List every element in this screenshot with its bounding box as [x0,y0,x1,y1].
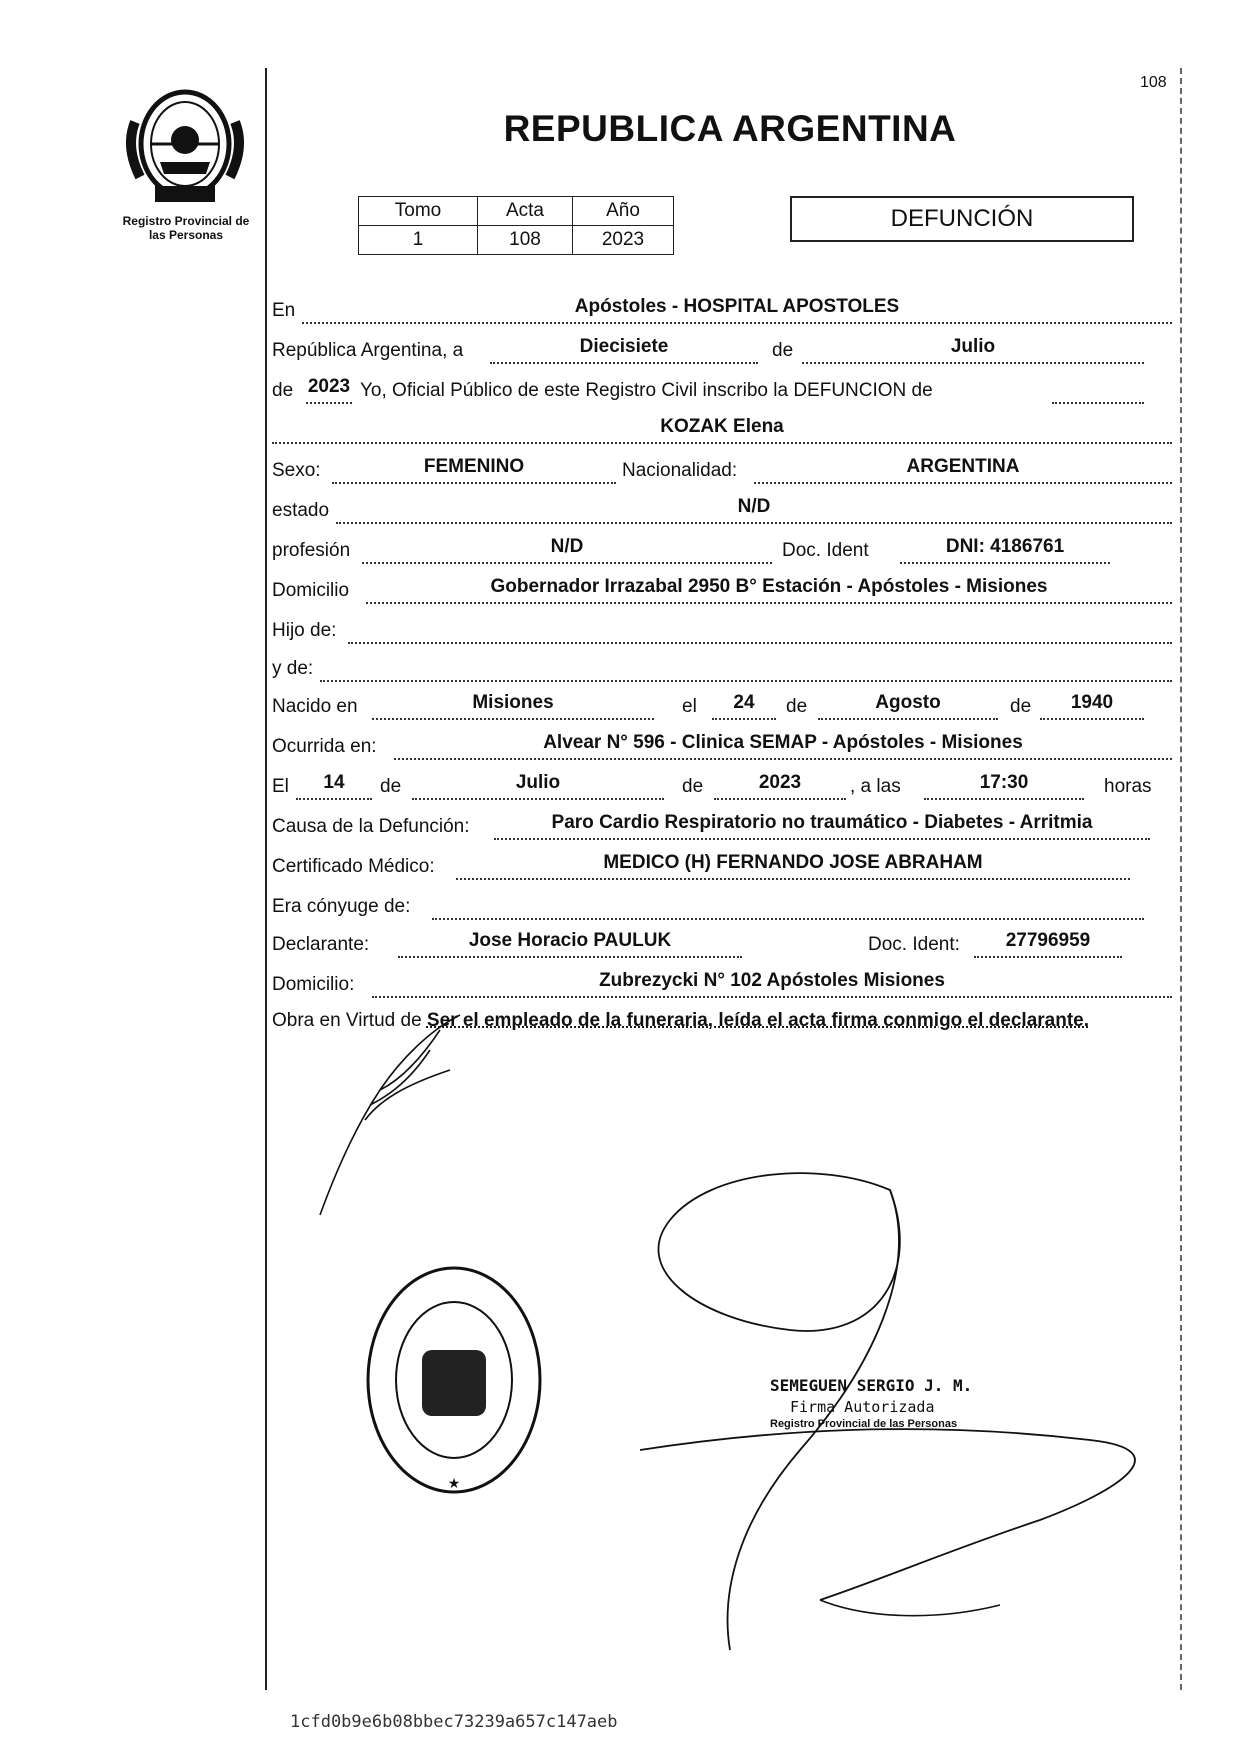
certificado-value: MEDICO (H) FERNANDO JOSE ABRAHAM [456,852,1130,880]
signer-org: Registro Provincial de las Personas [770,1418,958,1430]
row-en [272,296,1172,330]
causa-value: Paro Cardio Respiratorio no traumático - Diabetes - Arritmia [494,812,1150,840]
causa-label: Causa de la Defunción: [272,816,470,837]
en-label: En [272,300,296,321]
doc-label: Doc. Ident [782,540,869,561]
left-margin-rule [265,68,267,1690]
signer-name: SEMEGUEN SERGIO J. M. [770,1376,973,1395]
estado-value: N/D [336,496,1172,524]
nacido-label: Nacido en [272,696,358,717]
row-domicilio [272,576,1172,610]
registry-stamp [362,1262,546,1498]
province-seal-logo [120,82,250,212]
conyuge-value [432,892,1144,920]
obra-value: Ser el empleado de la funeraria, leída el acta firma conmigo el declarante. [426,1010,1090,1031]
en-value: Apóstoles - HOSPITAL APOSTOLES [302,296,1172,324]
row-estado [272,496,1172,530]
inscribo-text: Yo, Oficial Público de este Registro Civil inscribo la DEFUNCION de [360,380,933,401]
nacido-value: Misiones [372,692,654,720]
hijo-label: Hijo de: [272,620,337,641]
month-value: Julio [802,336,1144,364]
el-label: el [682,696,697,717]
republica-label: República Argentina, a [272,340,464,361]
alas-label: , a las [850,776,901,797]
birth-month: Agosto [818,692,998,720]
record-type-box: DEFUNCIÓN [790,196,1134,242]
row-ocurrida [272,732,1172,766]
hijo-value [348,616,1172,644]
de-label: de [772,340,794,361]
year-value: 2023 [306,376,352,404]
declarant-signature [310,1010,510,1220]
anio-value: 2023 [573,226,674,255]
el2-label: El [272,776,289,797]
row-conyuge [272,896,1172,926]
yde-value [320,654,1172,682]
ocurrida-value: Alvear N° 596 - Clinica SEMAP - Apóstoles - Misiones [394,732,1172,760]
deceased-name: KOZAK Elena [272,416,1172,444]
row-certificado [272,852,1172,886]
death-time: 17:30 [924,772,1084,800]
obra-prefix: Obra en Virtud de [272,1010,422,1031]
row-profesion [272,536,1172,570]
nacionalidad-value: ARGENTINA [754,456,1172,484]
domicilio-label: Domicilio [272,580,350,601]
de-label-5: de [380,776,402,797]
de-label-4: de [1010,696,1032,717]
birth-year: 1940 [1040,692,1144,720]
yde-label: y de: [272,658,314,679]
nacionalidad-label: Nacionalidad: [622,460,738,481]
acta-header: Acta [478,197,573,226]
tomo-value: 1 [359,226,478,255]
decl-doc-value: 27796959 [974,930,1122,958]
decl-domicilio-value: Zubrezycki N° 102 Apóstoles Misiones [372,970,1172,998]
row-name [272,416,1172,450]
anio-header: Año [573,197,674,226]
de-label-6: de [682,776,704,797]
sexo-value: FEMENINO [332,456,616,484]
row-sexo [272,456,1172,490]
logo-caption-line2: las Personas [148,228,224,242]
de-label-3: de [786,696,808,717]
ocurrida-label: Ocurrida en: [272,736,377,757]
logo-caption-line1: Registro Provincial de [122,214,250,228]
inscribo-blank [1052,376,1144,404]
row-year [272,376,1172,410]
svg-text:★: ★ [447,1475,461,1491]
decl-domicilio-label: Domicilio: [272,974,355,995]
record-table [358,196,674,255]
declarante-value: Jose Horacio PAULUK [398,930,742,958]
right-margin-rule [1180,68,1183,1690]
row-hijo [272,620,1172,650]
page-number: 108 [1140,74,1167,91]
row-death-date [272,772,1172,806]
profesion-label: profesión [272,540,351,561]
row-yde [272,658,1172,688]
document-title: REPUBLICA ARGENTINA [503,108,957,149]
death-year: 2023 [714,772,846,800]
row-declarante [272,930,1172,964]
acta-value: 108 [478,226,573,255]
profesion-value: N/D [362,536,772,564]
day-value: Diecisiete [490,336,758,364]
death-day: 14 [296,772,372,800]
decl-doc-label: Doc. Ident: [868,934,960,955]
row-decl-domicilio [272,970,1172,1004]
death-month: Julio [412,772,664,800]
conyuge-label: Era cónyuge de: [272,896,411,917]
horas-label: horas [1104,776,1152,797]
signer-role: Firma Autorizada [790,1398,935,1416]
birth-day: 24 [712,692,776,720]
estado-label: estado [272,500,330,521]
de-label-2: de [272,380,294,401]
declarante-label: Declarante: [272,934,370,955]
certificado-label: Certificado Médico: [272,856,435,877]
row-nacido [272,692,1172,726]
row-date [272,336,1172,370]
sexo-label: Sexo: [272,460,321,481]
logo-caption [96,214,276,242]
row-causa [272,812,1172,846]
footer-hash: 1cfd0b9e6b08bbec73239a657c147aeb [290,1712,618,1732]
domicilio-value: Gobernador Irrazabal 2950 B° Estación - Apóstoles - Misiones [366,576,1172,604]
doc-value: DNI: 4186761 [900,536,1110,564]
tomo-header: Tomo [359,197,478,226]
